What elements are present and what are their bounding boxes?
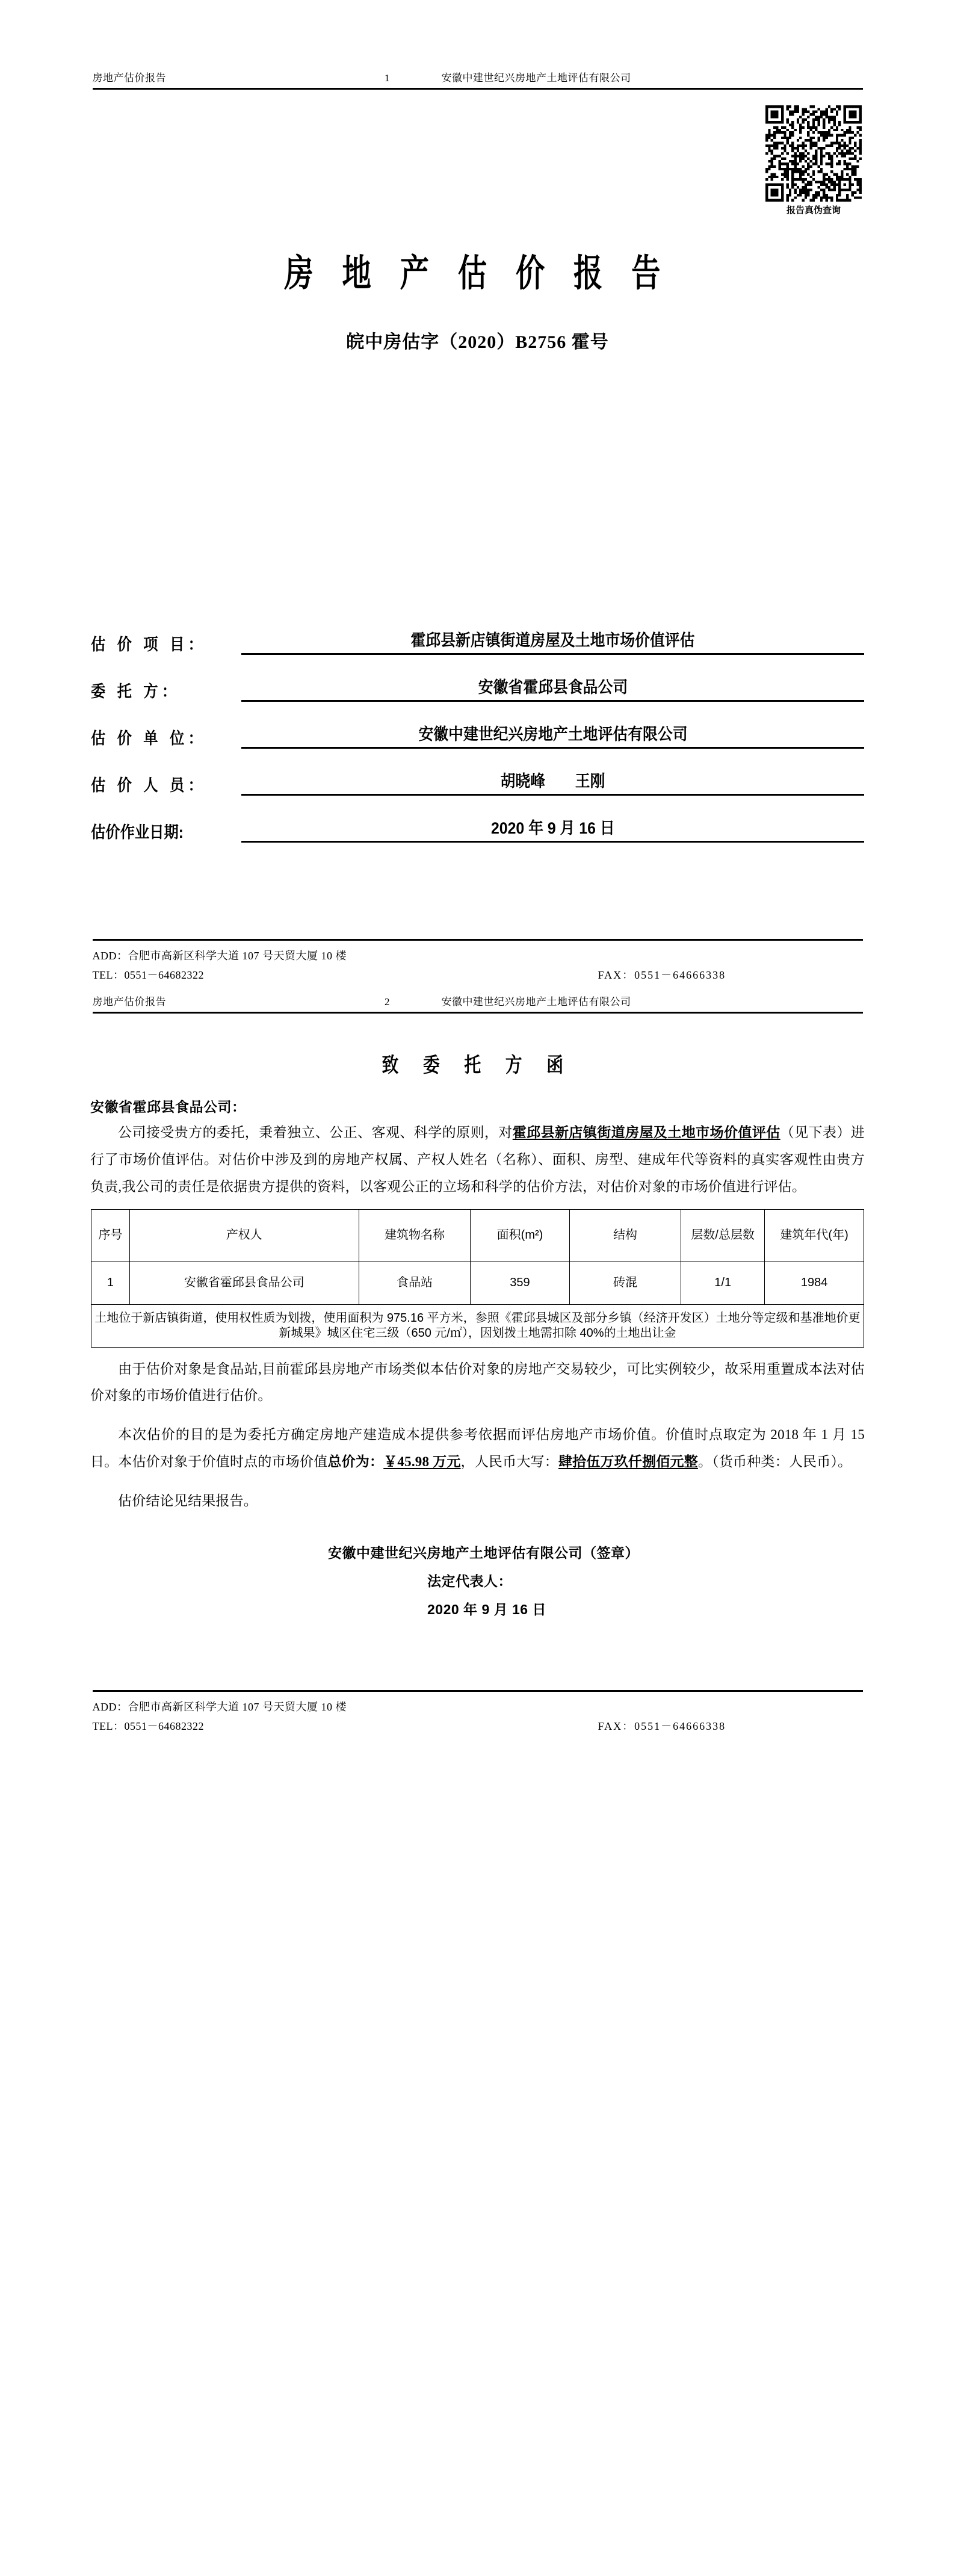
field-work-date <box>91 815 864 843</box>
cell-year: 1984 <box>765 1262 864 1304</box>
footer-tel: TEL：0551－64682322 <box>92 968 204 981</box>
page-footer-cover <box>93 939 863 985</box>
para3-text-c: 。（货币种类：人民币）。 <box>697 1454 852 1470</box>
letter-paragraph-3 <box>90 1422 865 1476</box>
table-header-row <box>91 1209 864 1262</box>
field-appraisers-label: 估 价 人 员： <box>91 776 207 794</box>
letter-paragraph-4: 估价结论见结果报告。 <box>118 1493 258 1508</box>
field-client-label: 委 托 方： <box>91 683 181 701</box>
page-title: 房 地 产 估 价 报 告 <box>284 253 671 294</box>
field-work-date-label: 估价作业日期: <box>91 823 184 841</box>
letter-title: 致 委 托 方 函 <box>382 1054 573 1077</box>
page-footer-letter <box>93 1690 863 1736</box>
cell-floor: 1/1 <box>681 1262 765 1304</box>
table-note-row <box>91 1304 864 1347</box>
header-page-number: 1 <box>385 72 390 84</box>
cell-struct: 砖混 <box>569 1262 681 1304</box>
field-appraisal-firm-label: 估 价 单 位： <box>91 729 207 748</box>
cover-field-list <box>91 627 864 843</box>
page-cover <box>0 0 955 985</box>
footer-address-2: ADD：合肥市高新区科学大道 107 号天贸大厦 10 楼 <box>92 1701 347 1714</box>
footer-fax: FAX：0551－64666338 <box>598 968 726 981</box>
qr-code-icon[interactable] <box>765 105 862 202</box>
field-client <box>91 674 864 702</box>
para3-amount-numeric: ￥45.98 万元 <box>383 1454 461 1470</box>
field-appraisers <box>91 768 864 796</box>
col-header-owner: 产权人 <box>129 1209 359 1262</box>
para3-amount-words: 肆拾伍万玖仟捌佰元整 <box>558 1454 698 1470</box>
footer-tel-2: TEL：0551－64682322 <box>92 1720 204 1732</box>
field-appraisal-firm <box>91 721 864 749</box>
signature-legal-rep: 法定代表人： <box>427 1573 512 1589</box>
assets-table <box>91 1209 864 1348</box>
field-appraisers-value: 胡晓峰 王刚 <box>241 768 864 796</box>
col-header-no: 序号 <box>91 1209 130 1262</box>
col-header-floor: 层数/总层数 <box>681 1209 765 1262</box>
header-company: 安徽中建世纪兴房地产土地评估有限公司 <box>441 72 631 84</box>
field-appraisal-firm-value: 安徽中建世纪兴房地产土地评估有限公司 <box>241 721 864 749</box>
table-note: 土地位于新店镇街道，使用权性质为划拨，使用面积为 975.16 平方米，参照《霍邱县城区及部分乡镇（经济开发区）土地分等定级和基准地价更新城果》城区住宅三级（650 元/㎡），因划拨土地需扣除 40%的土地出让金 <box>91 1304 864 1347</box>
para3-text-a: 本次估价的目的是为委托方确定房地产建造成本提供参考依据而评估房地产市场价值。价值时点取定为 2018 年 1 月 15 日。本估价对象于价值时点的市场价值 <box>90 1427 865 1470</box>
para3-text-b: ，人民币大写： <box>460 1454 558 1470</box>
para1-text-b: （见下表）进行了市场价值评估。对估价中涉及到的房地产权属、产权人姓名（名称）、面积、房型、建成年代等资料的真实客观性由贵方负责,我公司的责任是依据贵方提供的资料，以客观公正的立场和科学的估价方法，对估价对象的市场价值进行评估。 <box>90 1125 865 1194</box>
letter-salutation: 安徽省霍邱县食品公司： <box>90 1099 246 1115</box>
qr-verification-block[interactable] <box>762 105 865 216</box>
footer-fax-2: FAX：0551－64666338 <box>598 1720 726 1732</box>
col-header-bname: 建筑物名称 <box>359 1209 470 1262</box>
letter-paragraph-1 <box>90 1119 865 1201</box>
footer-address: ADD：合肥市高新区科学大道 107 号天贸大厦 10 楼 <box>92 950 347 962</box>
cell-owner: 安徽省霍邱县食品公司 <box>129 1262 359 1304</box>
header-report-name: 房地产估价报告 <box>92 72 166 84</box>
signature-company: 安徽中建世纪兴房地产土地评估有限公司（签章） <box>328 1544 639 1561</box>
field-project <box>91 627 864 655</box>
signature-date: 2020 年 9 月 16 日 <box>427 1602 546 1618</box>
cell-bname: 食品站 <box>359 1262 470 1304</box>
col-header-year: 建筑年代(年) <box>765 1209 864 1262</box>
col-header-area: 面积(m²) <box>471 1209 570 1262</box>
header-company-2: 安徽中建世纪兴房地产土地评估有限公司 <box>441 996 631 1008</box>
signature-block <box>90 1539 865 1624</box>
report-serial-number: 皖中房估字（2020）B2756 霍号 <box>346 332 609 352</box>
para1-text-a: 公司接受贵方的委托，秉着独立、公正、客观、科学的原则，对 <box>118 1125 513 1140</box>
page-header-2 <box>93 993 863 1014</box>
header-page-number-2: 2 <box>385 996 390 1008</box>
col-header-struct: 结构 <box>569 1209 681 1262</box>
field-client-value: 安徽省霍邱县食品公司 <box>241 674 864 702</box>
field-work-date-value: 2020 年 9 月 16 日 <box>241 815 864 843</box>
letter-paragraph-2: 由于估价对象是食品站,目前霍邱县房地产市场类似本估价对象的房地产交易较少，可比实例较少，故采用重置成本法对估价对象的市场价值进行估价。 <box>90 1361 865 1404</box>
para3-total-label: 总价为： <box>327 1454 384 1470</box>
field-project-value: 霍邱县新店镇街道房屋及土地市场价值评估 <box>241 627 864 655</box>
page-header <box>93 69 863 90</box>
page-letter <box>0 985 955 1736</box>
qr-caption: 报告真伪查询 <box>786 206 841 215</box>
para1-emphasis: 霍邱县新店镇街道房屋及土地市场价值评估 <box>512 1125 780 1140</box>
cell-area: 359 <box>471 1262 570 1304</box>
cell-no: 1 <box>91 1262 130 1304</box>
field-project-label: 估 价 项 目： <box>91 636 207 654</box>
table-row <box>91 1262 864 1304</box>
header-report-name-2: 房地产估价报告 <box>92 996 166 1008</box>
